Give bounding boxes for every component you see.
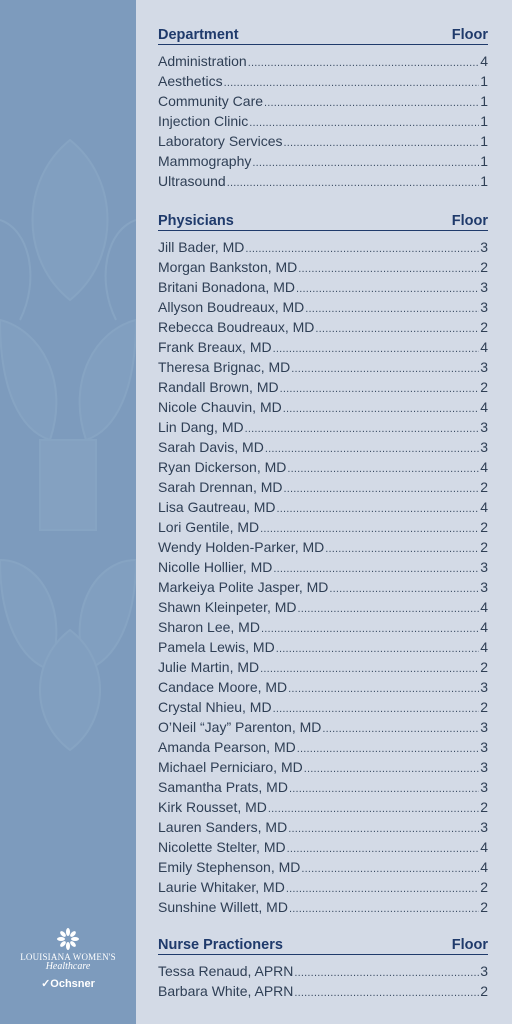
physician-row-floor: 2 <box>480 519 488 535</box>
department-floor-heading: Floor <box>451 27 488 43</box>
dot-leader <box>297 737 479 757</box>
physician-row-floor: 4 <box>480 499 488 515</box>
physician-row <box>158 237 488 257</box>
department-row-name: Laboratory Services <box>158 133 283 149</box>
physician-row-floor: 4 <box>480 459 488 475</box>
physician-row <box>158 557 488 577</box>
physician-row-name: Jill Bader, MD <box>158 239 245 255</box>
physician-row-name: Sarah Drennan, MD <box>158 479 283 495</box>
flower-logo-icon <box>57 928 79 950</box>
dot-leader <box>249 111 479 131</box>
physician-row <box>158 637 488 657</box>
department-row <box>158 151 488 171</box>
department-row <box>158 111 488 131</box>
dot-leader <box>276 637 480 657</box>
physicians-header <box>158 208 488 231</box>
physician-row <box>158 837 488 857</box>
physician-row-floor: 2 <box>480 379 488 395</box>
physician-row-name: Allyson Boudreaux, MD <box>158 299 305 315</box>
dot-leader <box>289 777 479 797</box>
decorative-flourish-pattern <box>0 0 136 1024</box>
physician-row <box>158 457 488 477</box>
physician-row-name: Sharon Lee, MD <box>158 619 260 635</box>
dot-leader <box>277 497 480 517</box>
physician-row <box>158 797 488 817</box>
physician-row-floor: 3 <box>480 779 488 795</box>
physician-row-floor: 3 <box>480 559 488 575</box>
dot-leader <box>268 797 479 817</box>
dot-leader <box>283 397 479 417</box>
physician-row-floor: 2 <box>480 479 488 495</box>
physician-row-floor: 3 <box>480 239 488 255</box>
physicians-floor-heading: Floor <box>451 213 488 229</box>
department-row-name: Mammography <box>158 153 252 169</box>
physician-row-name: Markeiya Polite Jasper, MD <box>158 579 329 595</box>
department-row <box>158 91 488 111</box>
physician-row-floor: 3 <box>480 359 488 375</box>
physician-row <box>158 337 488 357</box>
dot-leader <box>304 757 479 777</box>
physician-row <box>158 277 488 297</box>
physician-row-name: Ryan Dickerson, MD <box>158 459 287 475</box>
dot-leader <box>245 237 479 257</box>
nurse-row-floor: 3 <box>480 963 488 979</box>
physician-row-floor: 3 <box>480 679 488 695</box>
physician-row-name: Nicolle Hollier, MD <box>158 559 273 575</box>
dot-leader <box>289 897 479 917</box>
physician-row-name: Amanda Pearson, MD <box>158 739 296 755</box>
physician-row-floor: 3 <box>480 719 488 735</box>
physician-row-name: Candace Moore, MD <box>158 679 288 695</box>
physician-row-floor: 2 <box>480 319 488 335</box>
physician-row-name: Lisa Gautreau, MD <box>158 499 276 515</box>
dot-leader <box>260 657 479 677</box>
sidebar-panel <box>0 0 136 1024</box>
department-row-floor: 1 <box>480 73 488 89</box>
physician-row-name: Nicolette Stelter, MD <box>158 839 286 855</box>
physician-row <box>158 757 488 777</box>
physician-row-name: Julie Martin, MD <box>158 659 260 675</box>
department-row-floor: 1 <box>480 93 488 109</box>
physician-row-floor: 2 <box>480 539 488 555</box>
physician-row <box>158 577 488 597</box>
dot-leader <box>273 557 479 577</box>
physician-row <box>158 897 488 917</box>
physician-row <box>158 697 488 717</box>
physician-row-name: Nicole Chauvin, MD <box>158 399 282 415</box>
physicians-list <box>158 237 488 917</box>
department-row-floor: 4 <box>480 53 488 69</box>
department-row-floor: 1 <box>480 173 488 189</box>
physician-row-floor: 2 <box>480 879 488 895</box>
nurse-row-floor: 2 <box>480 983 488 999</box>
dot-leader <box>288 677 479 697</box>
dot-leader <box>286 877 479 897</box>
physician-row <box>158 737 488 757</box>
dot-leader <box>291 357 479 377</box>
dot-leader <box>287 837 480 857</box>
department-row <box>158 51 488 71</box>
physician-row <box>158 617 488 637</box>
physician-row-name: Rebecca Boudreaux, MD <box>158 319 315 335</box>
physician-row <box>158 477 488 497</box>
physician-row-name: Kirk Rousset, MD <box>158 799 267 815</box>
dot-leader <box>273 697 480 717</box>
physician-row-name: Theresa Brignac, MD <box>158 359 291 375</box>
department-row <box>158 71 488 91</box>
physician-row-name: Wendy Holden-Parker, MD <box>158 539 325 555</box>
physician-row-floor: 3 <box>480 279 488 295</box>
department-row-name: Aesthetics <box>158 73 223 89</box>
physician-row-floor: 2 <box>480 699 488 715</box>
dot-leader <box>325 537 479 557</box>
physician-row <box>158 437 488 457</box>
dot-leader <box>265 437 479 457</box>
department-list <box>158 51 488 191</box>
physician-row-floor: 3 <box>480 439 488 455</box>
physician-row-name: O’Neil “Jay” Parenton, MD <box>158 719 322 735</box>
physician-row <box>158 357 488 377</box>
nurses-header <box>158 932 488 955</box>
dot-leader <box>301 857 479 877</box>
department-row-floor: 1 <box>480 153 488 169</box>
department-section <box>158 22 488 191</box>
department-row-floor: 1 <box>480 113 488 129</box>
dot-leader <box>298 257 479 277</box>
dot-leader <box>294 981 479 1001</box>
physician-row-name: Randall Brown, MD <box>158 379 279 395</box>
department-row-floor: 1 <box>480 133 488 149</box>
physician-row-name: Frank Breaux, MD <box>158 339 272 355</box>
nurses-heading: Nurse Practioners <box>158 937 283 953</box>
department-row-name: Ultrasound <box>158 173 226 189</box>
physician-row <box>158 317 488 337</box>
physician-row-name: Michael Perniciaro, MD <box>158 759 303 775</box>
physician-row <box>158 677 488 697</box>
dot-leader <box>280 377 480 397</box>
physician-row-name: Pamela Lewis, MD <box>158 639 275 655</box>
dot-leader <box>260 517 479 537</box>
physician-row-floor: 4 <box>480 859 488 875</box>
physician-row-name: Emily Stephenson, MD <box>158 859 301 875</box>
nurses-list <box>158 961 488 1001</box>
dot-leader <box>288 817 479 837</box>
department-heading: Department <box>158 27 239 43</box>
department-row-name: Community Care <box>158 93 264 109</box>
ochsner-brand: ✓Ochsner <box>41 978 95 990</box>
physician-row <box>158 417 488 437</box>
nurse-row-name: Tessa Renaud, APRN <box>158 963 294 979</box>
physician-row-floor: 3 <box>480 819 488 835</box>
physician-row-floor: 2 <box>480 799 488 815</box>
physician-row-name: Samantha Prats, MD <box>158 779 288 795</box>
dot-leader <box>305 297 479 317</box>
physician-row <box>158 857 488 877</box>
department-row <box>158 171 488 191</box>
physician-row-floor: 4 <box>480 619 488 635</box>
physician-row <box>158 777 488 797</box>
physician-row-floor: 2 <box>480 259 488 275</box>
physician-row <box>158 517 488 537</box>
nurse-row <box>158 961 488 981</box>
physician-row-floor: 4 <box>480 839 488 855</box>
physician-row-floor: 3 <box>480 759 488 775</box>
physician-row-name: Lori Gentile, MD <box>158 519 260 535</box>
physician-row <box>158 297 488 317</box>
physician-row-floor: 3 <box>480 419 488 435</box>
brand-line-1: LOUISIANA WOMEN'S <box>20 952 116 962</box>
physician-row <box>158 397 488 417</box>
dot-leader <box>252 151 479 171</box>
nurse-row-name: Barbara White, APRN <box>158 983 294 999</box>
physician-row-floor: 3 <box>480 299 488 315</box>
dot-leader <box>261 617 479 637</box>
physician-row-name: Sunshine Willett, MD <box>158 899 288 915</box>
dot-leader <box>264 91 479 111</box>
dot-leader <box>287 457 479 477</box>
dot-leader <box>273 337 480 357</box>
physician-row-name: Crystal Nhieu, MD <box>158 699 272 715</box>
nurses-section <box>158 932 488 1001</box>
physician-row-floor: 3 <box>480 739 488 755</box>
physician-row-name: Lin Dang, MD <box>158 419 244 435</box>
physician-row-floor: 3 <box>480 579 488 595</box>
dot-leader <box>224 71 480 91</box>
physician-row-name: Morgan Bankston, MD <box>158 259 298 275</box>
dot-leader <box>248 51 480 71</box>
brand-logo <box>0 928 136 990</box>
department-row <box>158 131 488 151</box>
department-header <box>158 22 488 45</box>
physician-row <box>158 497 488 517</box>
physician-row-floor: 4 <box>480 399 488 415</box>
brand-line-2: Healthcare <box>45 961 91 972</box>
physician-row <box>158 817 488 837</box>
physician-row <box>158 377 488 397</box>
department-row-name: Injection Clinic <box>158 113 249 129</box>
dot-leader <box>296 277 479 297</box>
physician-row-name: Sarah Davis, MD <box>158 439 264 455</box>
nurse-row <box>158 981 488 1001</box>
physician-row-floor: 2 <box>480 659 488 675</box>
physician-row <box>158 877 488 897</box>
department-row-name: Administration <box>158 53 247 69</box>
physician-row-name: Britani Bonadona, MD <box>158 279 295 295</box>
physician-row <box>158 537 488 557</box>
dot-leader <box>245 417 480 437</box>
physician-row <box>158 717 488 737</box>
physicians-heading: Physicians <box>158 213 234 229</box>
physician-row-name: Lauren Sanders, MD <box>158 819 288 835</box>
physician-row-name: Shawn Kleinpeter, MD <box>158 599 297 615</box>
nurses-floor-heading: Floor <box>451 937 488 953</box>
physician-row-floor: 4 <box>480 599 488 615</box>
physician-row <box>158 657 488 677</box>
physician-row <box>158 597 488 617</box>
physician-row-floor: 4 <box>480 639 488 655</box>
dot-leader <box>322 717 479 737</box>
dot-leader <box>298 597 480 617</box>
physicians-section <box>158 208 488 917</box>
physician-row-floor: 2 <box>480 899 488 915</box>
physician-row-floor: 4 <box>480 339 488 355</box>
dot-leader <box>227 171 480 191</box>
dot-leader <box>329 577 479 597</box>
dot-leader <box>284 131 480 151</box>
dot-leader <box>294 961 479 981</box>
dot-leader <box>315 317 479 337</box>
physician-row-name: Laurie Whitaker, MD <box>158 879 285 895</box>
physician-row <box>158 257 488 277</box>
dot-leader <box>284 477 480 497</box>
